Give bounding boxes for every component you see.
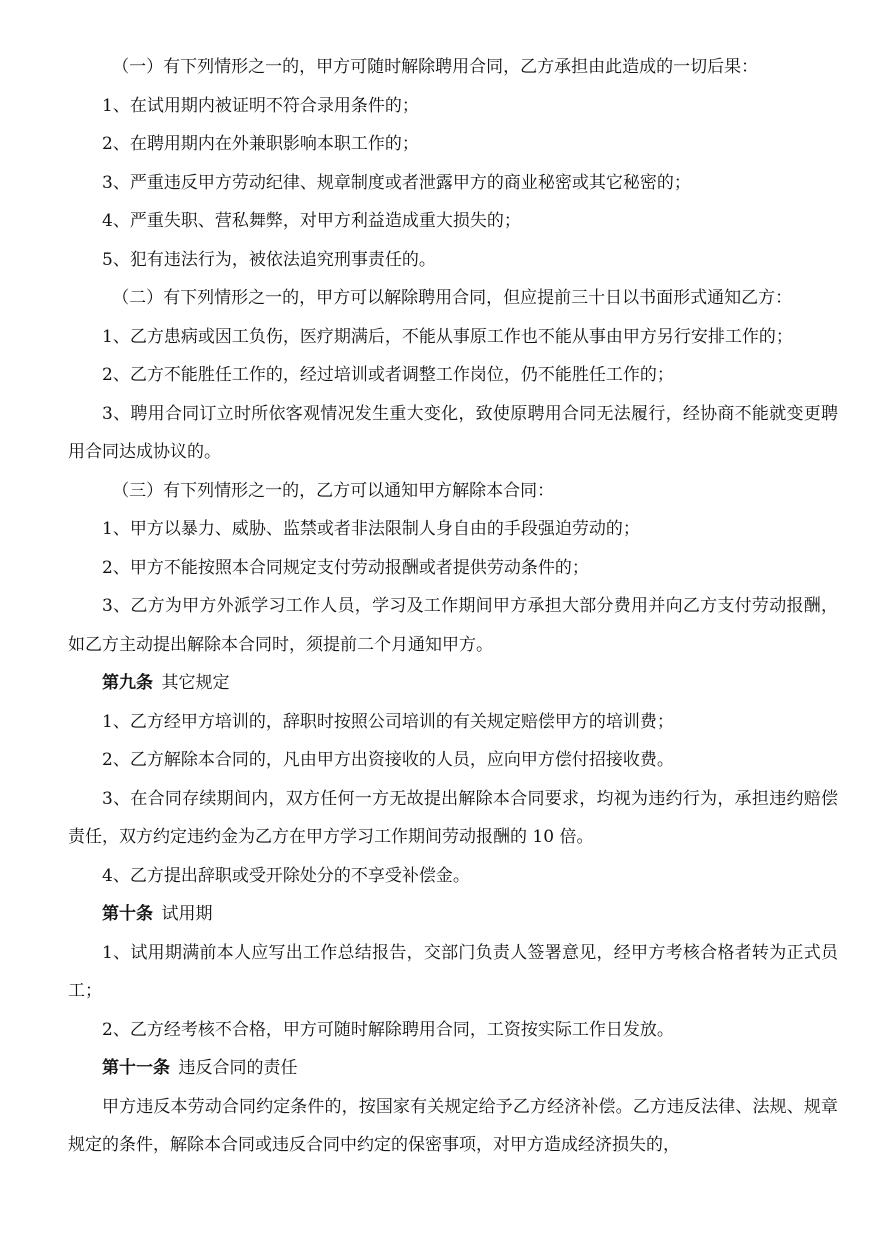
clause-2-item-2: 2、乙方不能胜任工作的，经过培训或者调整工作岗位，仍不能胜任工作的；: [102, 365, 674, 385]
clause-1-item-2: 2、在聘用期内在外兼职影响本职工作的；: [102, 134, 419, 154]
clause-1-item-4: 4、严重失职、营私舞弊，对甲方利益造成重大损失的；: [102, 211, 521, 231]
clause-2-item-1: 1、乙方患病或因工负伤，医疗期满后，不能从事原工作也不能从事由甲方另行安排工作的；: [102, 326, 793, 347]
article-10-title: 试用期: [161, 904, 213, 924]
article-10-heading: [68, 895, 838, 934]
article-10-number: 第十条: [102, 904, 153, 924]
article-11-paragraph: 甲方违反本劳动合同约定条件的，按国家有关规定给予乙方经济补偿。乙方违反法律、法规、规章规定的条件，解除本合同或违反合同中约定的保密事项，对甲方造成经济损失的，: [68, 1096, 838, 1155]
clause-1-item-1: 1、在试用期内被证明不符合录用条件的；: [102, 95, 419, 116]
article-10-item-1: 1、试用期满前本人应写出工作总结报告，交部门负责人签署意见，经甲方考核合格者转为正式员工；: [68, 942, 838, 1001]
clause-3-item-3: 3、乙方为甲方外派学习工作人员，学习及工作期间甲方承担大部分费用并向乙方支付劳动报酬，如乙方主动提出解除本合同时，须提前二个月通知甲方。: [68, 596, 838, 655]
article-10-item-2: 2、乙方经考核不合格，甲方可随时解除聘用合同，工资按实际工作日发放。: [102, 1019, 674, 1040]
clause-3-item-1: 1、甲方以暴力、威胁、监禁或者非法限制人身自由的手段强迫劳动的；: [102, 519, 640, 539]
article-9-item-1: 1、乙方经甲方培训的，辞职时按照公司培训的有关规定赔偿甲方的培训费；: [102, 711, 674, 732]
clause-1-item-3: 3、严重违反甲方劳动纪律、规章制度或者泄露甲方的商业秘密或其它秘密的；: [102, 172, 691, 193]
article-9-item-2: 2、乙方解除本合同的，凡由甲方出资接收的人员，应向甲方偿付招接收费。: [102, 750, 674, 770]
clause-2-item-3: 3、聘用合同订立时所依客观情况发生重大变化，致使原聘用合同无法履行，经协商不能就变更聘用合同达成协议的。: [68, 403, 838, 462]
article-9-number: 第九条: [102, 673, 153, 693]
article-9-item-4: 4、乙方提出辞职或受开除处分的不享受补偿金。: [102, 865, 470, 886]
article-9-title: 其它规定: [161, 673, 230, 693]
article-11-title: 违反合同的责任: [178, 1058, 298, 1078]
article-11-heading: [68, 1049, 838, 1088]
article-9-item-3: 3、在合同存续期间内，双方任何一方无故提出解除本合同要求，均视为违约行为，承担违约赔偿责任，双方约定违约金为乙方在甲方学习工作期间劳动报酬的 10 倍。: [68, 788, 838, 847]
clause-1-item-5: 5、犯有违法行为，被依法追究刑事责任的。: [102, 249, 436, 270]
clause-3-item-2: 2、甲方不能按照本合同规定支付劳动报酬或者提供劳动条件的；: [102, 557, 589, 578]
clause-3-intro: （三）有下列情形之一的，乙方可以通知甲方解除本合同：: [112, 480, 555, 501]
article-11-number: 第十一条: [102, 1058, 170, 1078]
article-9-heading: [68, 664, 838, 703]
clause-2-intro: （二）有下列情形之一的，甲方可以解除聘用合同，但应提前三十日以书面形式通知乙方：: [112, 288, 793, 308]
clause-1-intro: （一）有下列情形之一的，甲方可随时解除聘用合同，乙方承担由此造成的一切后果：: [112, 57, 759, 77]
